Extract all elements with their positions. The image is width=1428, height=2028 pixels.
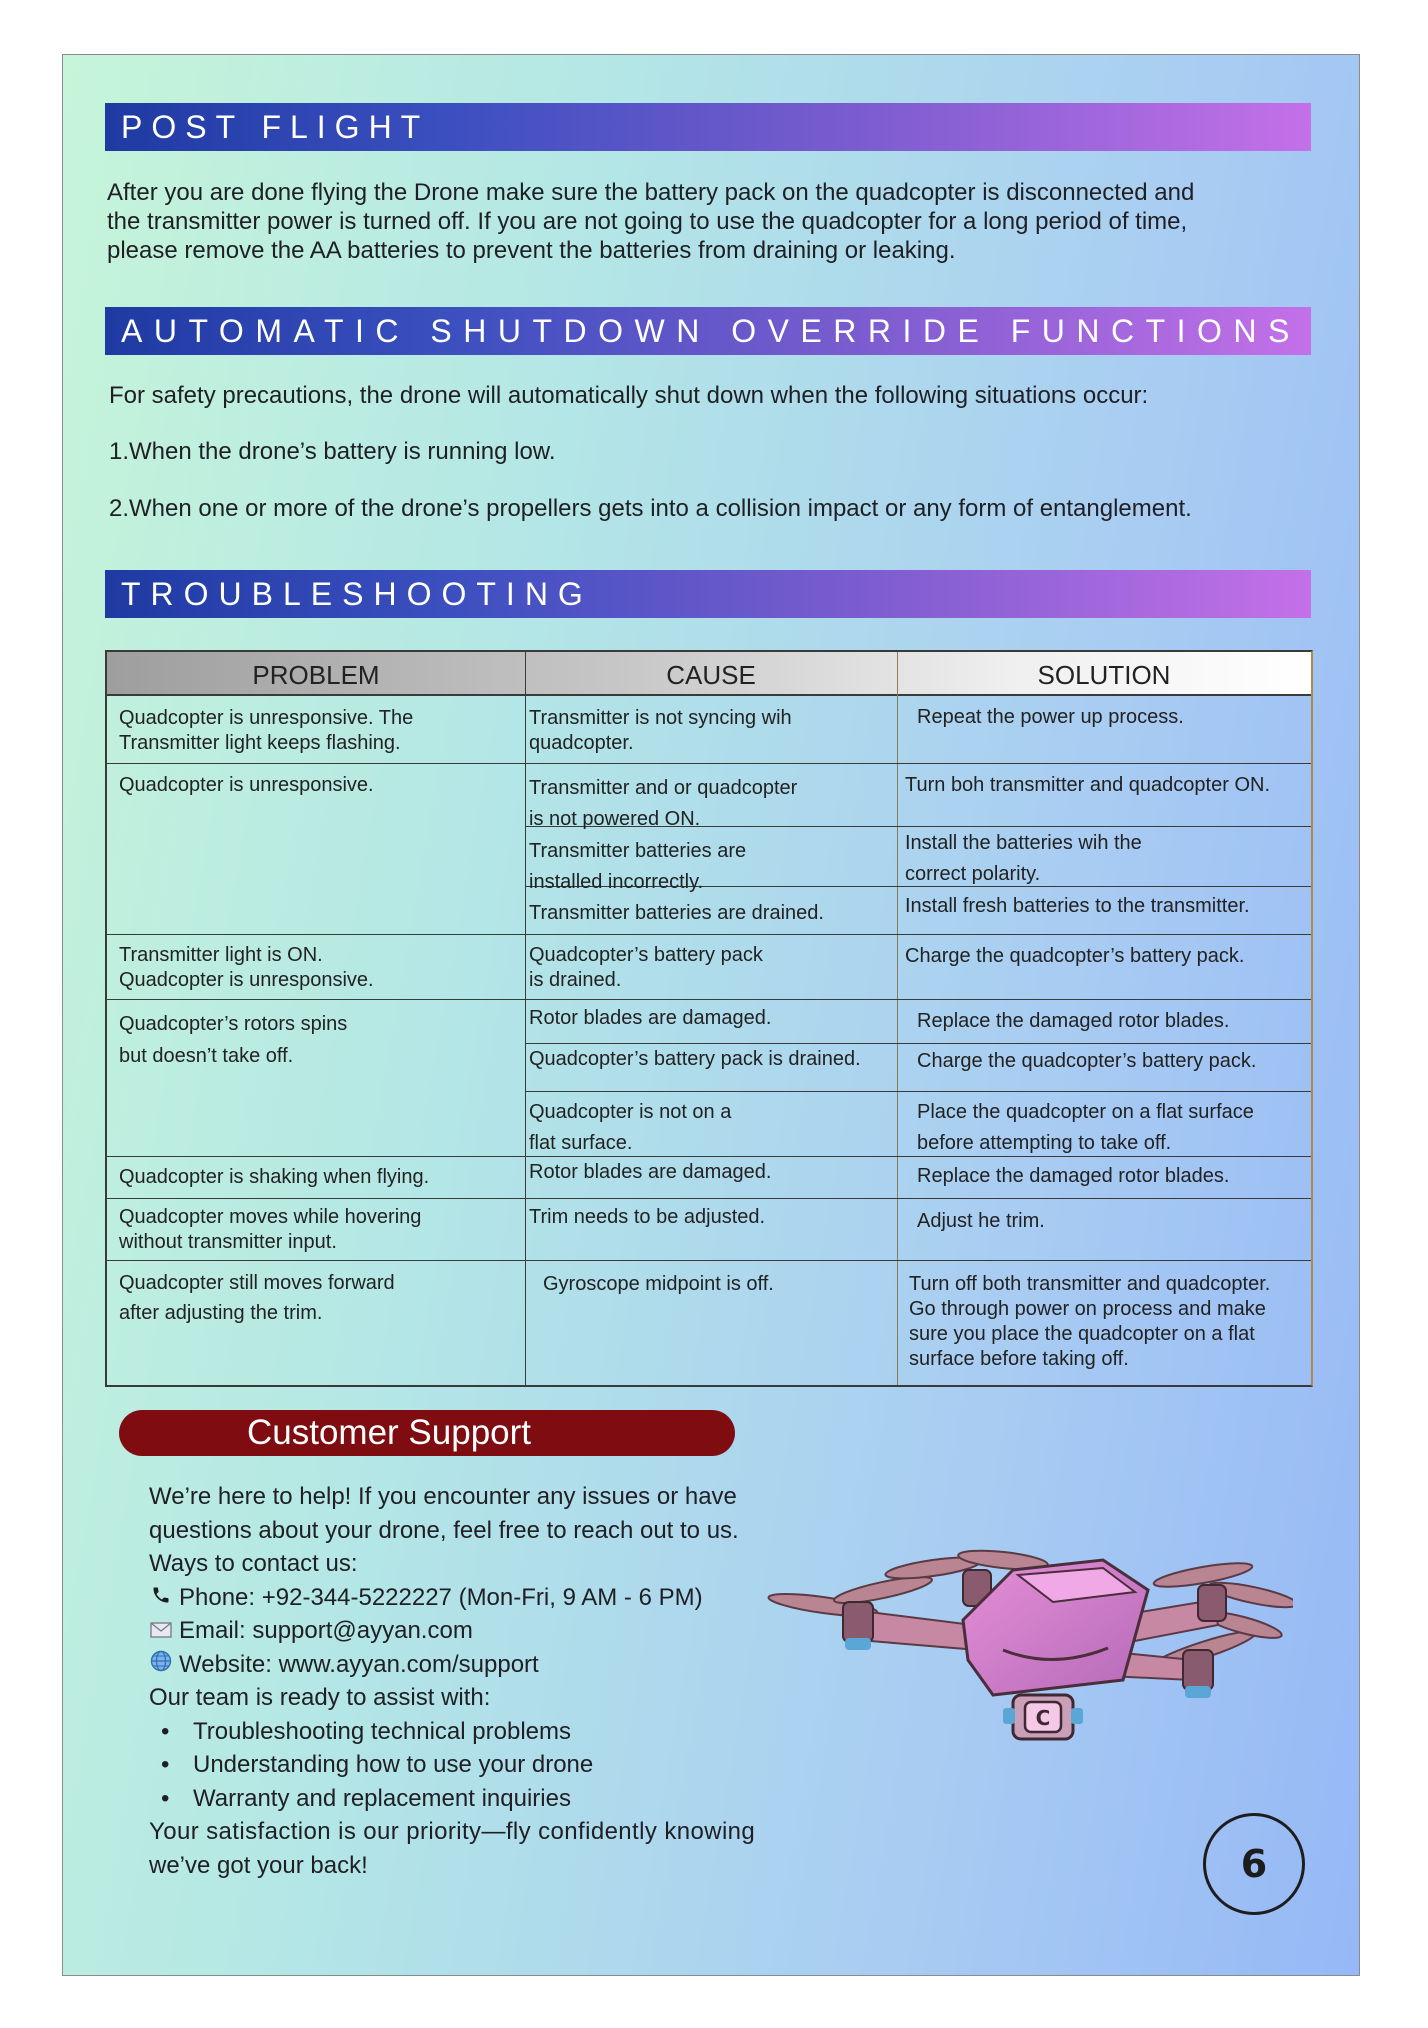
cause-cell xyxy=(529,1205,765,1230)
support-email[interactable]: Email: support@ayyan.com xyxy=(179,1617,473,1644)
cell-line: Quadcopter moves while hovering xyxy=(119,1206,422,1228)
cell-line: Place the quadcopter on a flat surface xyxy=(917,1101,1254,1123)
row-divider xyxy=(107,934,1311,935)
cell-line: Transmitter batteries are xyxy=(529,840,747,862)
cell-line: Replace the damaged rotor blades. xyxy=(917,1010,1230,1032)
problem-cell xyxy=(119,773,374,798)
post-flight-heading: POST FLIGHT xyxy=(105,103,1311,151)
problem-cell xyxy=(119,1008,347,1072)
page-number: 6 xyxy=(1203,1813,1305,1915)
customer-support-heading xyxy=(119,1410,735,1456)
manual-page xyxy=(62,54,1360,1976)
cell-line: Transmitter light is ON. xyxy=(119,944,323,966)
envelope-icon xyxy=(149,1614,173,1648)
support-closing-line: we’ve got your back! xyxy=(149,1851,368,1879)
cause-cell xyxy=(543,1272,774,1297)
cell-line: before attempting to take off. xyxy=(917,1132,1172,1154)
solution-cell xyxy=(905,944,1244,969)
bullet-text: Understanding how to use your drone xyxy=(193,1751,594,1778)
support-closing-line: Your satisfaction is our priority—fly confidently knowing xyxy=(149,1818,756,1845)
row-divider xyxy=(107,1260,1311,1261)
cell-line: Trim needs to be adjusted. xyxy=(529,1206,766,1228)
bullet-text: Warranty and replacement inquiries xyxy=(193,1784,571,1812)
shutdown-item-1: 1.When the drone’s battery is running low. xyxy=(109,438,556,465)
cell-line: Transmitter light keeps flashing. xyxy=(119,732,401,754)
support-assist: Our team is ready to assist with: xyxy=(149,1684,491,1711)
sub-row-divider xyxy=(525,1091,1311,1092)
cell-line: surface before taking off. xyxy=(909,1348,1129,1370)
cell-line: Quadcopter is unresponsive. xyxy=(119,774,374,796)
cell-line: Quadcopter is unresponsive. The xyxy=(119,707,414,729)
cause-cell xyxy=(529,1006,771,1031)
support-phone[interactable]: Phone: +92-344-5222227 (Mon-Fri, 9 AM - 6 PM) xyxy=(179,1583,703,1611)
solution-cell xyxy=(917,1097,1254,1159)
cell-line: Repeat the power up process. xyxy=(917,706,1184,728)
header-solution: SOLUTION xyxy=(1037,660,1171,690)
support-website-row xyxy=(149,1648,789,1682)
post-flight-line: the transmitter power is turned off. If you are not going to use the quadcopter for a long period of time, xyxy=(107,208,1188,235)
cell-line: flat surface. xyxy=(529,1132,633,1154)
cell-line: Rotor blades are damaged. xyxy=(529,1007,772,1029)
drone-illustration xyxy=(763,1530,1293,1760)
column-divider xyxy=(897,652,898,1385)
support-website[interactable]: Website: www.ayyan.com/support xyxy=(179,1650,539,1678)
globe-icon xyxy=(149,1648,173,1682)
post-flight-line: After you are done flying the Drone make sure the battery pack on the quadcopter is disconnected and xyxy=(107,179,1195,206)
cell-line: after adjusting the trim. xyxy=(119,1302,323,1324)
column-divider xyxy=(525,652,526,1385)
cell-line: Quadcopter is shaking when flying. xyxy=(119,1166,430,1188)
sub-row-divider xyxy=(525,1043,1311,1044)
support-email-row xyxy=(149,1614,789,1648)
support-bullet: • Troubleshooting technical problems xyxy=(161,1717,571,1745)
problem-cell xyxy=(119,706,413,756)
cause-cell xyxy=(529,773,797,835)
cause-cell xyxy=(529,706,792,756)
cell-line: quadcopter. xyxy=(529,732,634,754)
support-ways: Ways to contact us: xyxy=(149,1550,358,1577)
solution-cell xyxy=(917,1009,1229,1034)
support-intro-line: We’re here to help! If you encounter any issues or have xyxy=(149,1483,737,1510)
support-bullet: • Understanding how to use your drone xyxy=(161,1751,594,1778)
cell-line: correct polarity. xyxy=(905,863,1041,885)
solution-cell xyxy=(909,1272,1270,1372)
cell-line: Install fresh batteries to the transmitter. xyxy=(905,895,1250,917)
cause-cell xyxy=(529,1160,771,1185)
cell-line: Quadcopter’s battery pack xyxy=(529,944,763,966)
customer-support-text xyxy=(149,1480,789,1882)
cell-line: is not powered ON. xyxy=(529,808,701,830)
solution-cell xyxy=(905,828,1142,890)
header-cause: CAUSE xyxy=(666,660,756,690)
cell-line: Gyroscope midpoint is off. xyxy=(543,1273,774,1295)
cell-line: Quadcopter still moves forward xyxy=(119,1272,395,1294)
header-problem: PROBLEM xyxy=(252,660,380,690)
phone-icon xyxy=(149,1581,173,1615)
cell-line: Install the batteries wih the xyxy=(905,832,1142,854)
cell-line: Transmitter batteries are drained. xyxy=(529,902,824,924)
row-divider xyxy=(107,1198,1311,1199)
cell-line: Charge the quadcopter’s battery pack. xyxy=(917,1050,1257,1072)
support-bullet: • Warranty and replacement inquiries xyxy=(161,1784,571,1812)
cell-line: Adjust he trim. xyxy=(917,1210,1045,1232)
solution-cell xyxy=(905,894,1250,919)
shutdown-item-2: 2.When one or more of the drone’s propellers gets into a collision impact or any form of entanglement. xyxy=(109,495,1192,522)
cell-line: Transmitter and or quadcopter xyxy=(529,777,798,799)
problem-cell xyxy=(119,943,374,993)
shutdown-heading: AUTOMATIC SHUTDOWN OVERRIDE FUNCTIONS xyxy=(105,307,1311,355)
problem-cell xyxy=(119,1205,421,1255)
cell-line: Go through power on process and make xyxy=(909,1298,1266,1320)
cell-line: Turn boh transmitter and quadcopter ON. xyxy=(905,774,1270,796)
table-header xyxy=(107,652,1311,696)
problem-cell xyxy=(119,1268,395,1328)
solution-cell xyxy=(917,1209,1045,1234)
cell-line: is drained. xyxy=(529,969,622,991)
shutdown-intro: For safety precautions, the drone will automatically shut down when the following situations occur: xyxy=(109,382,1149,409)
row-divider xyxy=(107,999,1311,1000)
problem-cell xyxy=(119,1165,429,1190)
customer-support-title: Customer Support xyxy=(247,1413,532,1452)
support-intro-line: questions about your drone, feel free to reach out to us. xyxy=(149,1516,739,1544)
cause-cell xyxy=(529,1097,731,1159)
cell-line: Turn off both transmitter and quadcopter. xyxy=(909,1273,1271,1295)
cause-cell xyxy=(529,901,824,926)
solution-cell xyxy=(905,773,1270,798)
cause-cell xyxy=(529,1047,861,1072)
cell-line: Quadcopter’s rotors spins xyxy=(119,1013,348,1035)
post-flight-text xyxy=(107,178,1194,265)
cell-line: without transmitter input. xyxy=(119,1231,337,1253)
solution-cell xyxy=(917,1049,1256,1074)
troubleshooting-heading: TROUBLESHOOTING xyxy=(105,570,1311,618)
cell-line: sure you place the quadcopter on a flat xyxy=(909,1323,1255,1345)
support-phone-row xyxy=(149,1581,789,1615)
cell-line: Replace the damaged rotor blades. xyxy=(917,1165,1230,1187)
cell-line: Quadcopter is unresponsive. xyxy=(119,969,374,991)
cause-cell xyxy=(529,836,746,898)
cause-cell xyxy=(529,943,763,993)
cell-line: but doesn’t take off. xyxy=(119,1045,294,1067)
bullet-text: Troubleshooting technical problems xyxy=(193,1717,571,1745)
cell-line: Rotor blades are damaged. xyxy=(529,1161,772,1183)
solution-cell xyxy=(917,1164,1229,1189)
solution-cell xyxy=(917,705,1184,730)
row-divider xyxy=(107,763,1311,764)
post-flight-line: please remove the AA batteries to prevent the batteries from draining or leaking. xyxy=(107,237,956,264)
troubleshooting-table xyxy=(105,650,1313,1387)
cell-line: Quadcopter’s battery pack is drained. xyxy=(529,1048,861,1070)
cell-line: Transmitter is not syncing wih xyxy=(529,707,792,729)
cell-line: Charge the quadcopter’s battery pack. xyxy=(905,945,1245,967)
cell-line: Quadcopter is not on a xyxy=(529,1101,732,1123)
drone-camera-label: C xyxy=(1035,1706,1051,1730)
cell-line: installed incorrectly. xyxy=(529,871,704,893)
